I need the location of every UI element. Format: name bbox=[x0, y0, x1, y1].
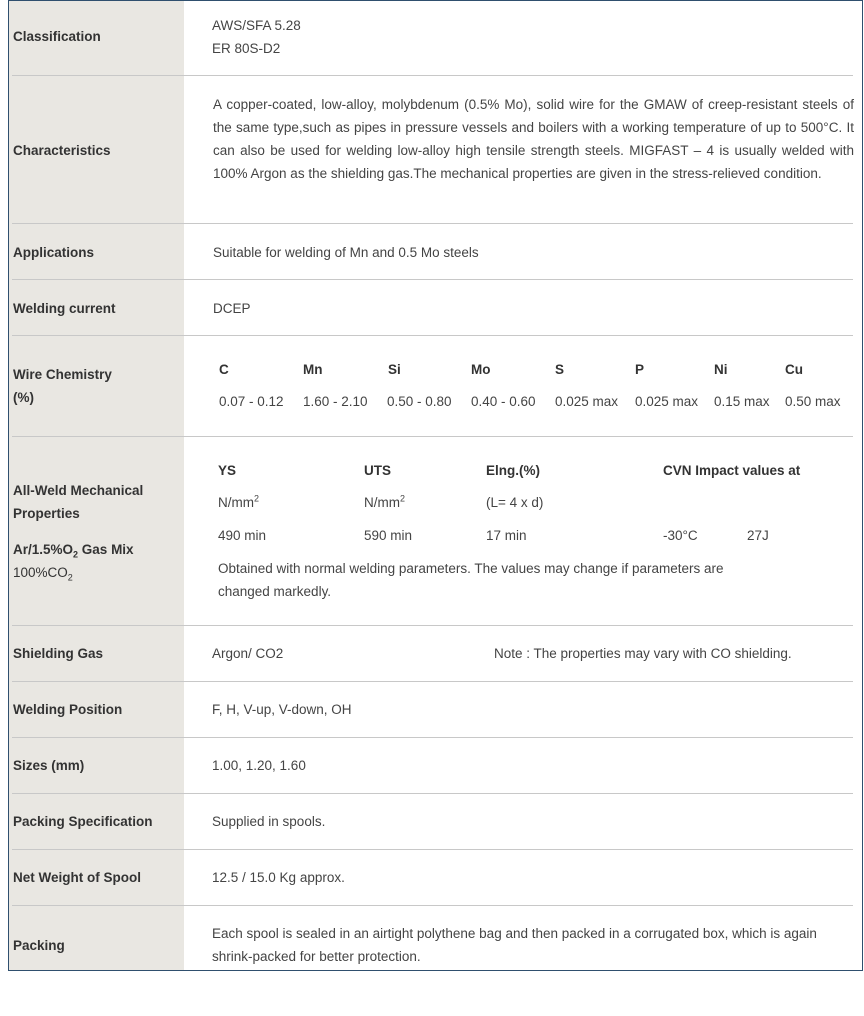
element-value: 0.40 - 0.60 bbox=[471, 394, 536, 409]
uts-unit: $N/mm^2$ bbox=[364, 493, 406, 510]
uts-header: UTS bbox=[364, 463, 391, 478]
row-label: Welding current bbox=[13, 301, 116, 316]
element-symbol: C bbox=[219, 362, 229, 377]
uts-value: 590 min bbox=[364, 528, 413, 543]
applications-text: Suitable for welding of Mn and 0.5 Mo steels bbox=[213, 245, 479, 260]
classification-grade: ER 80S-D2 bbox=[212, 41, 281, 56]
row-divider bbox=[12, 279, 853, 280]
element-value: 1.60 - 2.10 bbox=[303, 394, 368, 409]
element-value: 0.15 max bbox=[714, 394, 770, 409]
row-label: Net Weight of Spool bbox=[13, 870, 141, 885]
element-value: 0.50 - 0.80 bbox=[387, 394, 452, 409]
element-value: 0.07 - 0.12 bbox=[219, 394, 284, 409]
element-symbol: Mn bbox=[303, 362, 323, 377]
element-symbol: Ni bbox=[714, 362, 728, 377]
element-value: 0.025 max bbox=[635, 394, 699, 409]
element-symbol: Si bbox=[388, 362, 401, 377]
elongation-unit: (L= 4 x d) bbox=[486, 495, 544, 510]
gas-mix-label: $Ar/1.5\%O_2$ Gas Mix bbox=[13, 542, 134, 560]
row-label: Shielding Gas bbox=[13, 646, 104, 661]
cvn-temperature: -30°C bbox=[663, 528, 698, 543]
row-divider bbox=[12, 905, 853, 906]
row-label: Wire Chemistry bbox=[13, 367, 112, 382]
row-divider bbox=[12, 335, 853, 336]
element-symbol: P bbox=[635, 362, 645, 377]
element-value: 0.50 max bbox=[785, 394, 841, 409]
classification-standard: AWS/SFA 5.28 bbox=[212, 18, 301, 33]
row-label: Properties bbox=[13, 506, 80, 521]
co2-label: $100\%CO_2$ bbox=[13, 565, 73, 583]
packing-text: Each spool is sealed in an airtight polythene bag and then packed in a corrugated box, which is again shrink-packed for better protection. bbox=[212, 926, 817, 964]
row-label: Packing bbox=[13, 938, 65, 953]
elongation-value: 17 min bbox=[486, 528, 527, 543]
shielding-gas-note: Note : The properties may vary with CO shielding. bbox=[494, 646, 792, 661]
row-divider bbox=[12, 681, 853, 682]
ys-header: YS bbox=[218, 463, 237, 478]
packing-specification-text: Supplied in spools. bbox=[212, 814, 326, 829]
cvn-value: 27J bbox=[747, 528, 769, 543]
elongation-header: Elng.(%) bbox=[486, 463, 540, 478]
ys-value: 490 min bbox=[218, 528, 267, 543]
row-label: Characteristics bbox=[13, 143, 111, 158]
row-label: Welding Position bbox=[13, 702, 123, 717]
row-divider bbox=[12, 75, 853, 76]
net-weight-text: 12.5 / 15.0 Kg approx. bbox=[212, 870, 345, 885]
row-divider bbox=[12, 737, 853, 738]
element-symbol: Mo bbox=[471, 362, 491, 377]
row-label-unit: (%) bbox=[13, 390, 34, 405]
row-divider bbox=[12, 223, 853, 224]
row-label: Sizes (mm) bbox=[13, 758, 85, 773]
row-label: Packing Specification bbox=[13, 814, 153, 829]
row-divider bbox=[12, 793, 853, 794]
mechanical-note: Obtained with normal welding parameters. The values may change if parameters are changed markedly. bbox=[218, 561, 724, 599]
element-symbol: S bbox=[555, 362, 565, 377]
sizes-text: 1.00, 1.20, 1.60 bbox=[212, 758, 306, 773]
row-divider bbox=[12, 849, 853, 850]
row-label: All-Weld Mechanical bbox=[13, 483, 144, 498]
ys-unit: $N/mm^2$ bbox=[218, 493, 260, 510]
row-label: Applications bbox=[13, 245, 95, 260]
welding-current-text: DCEP bbox=[213, 301, 251, 316]
welding-position-text: F, H, V-up, V-down, OH bbox=[212, 702, 352, 717]
element-value: 0.025 max bbox=[555, 394, 619, 409]
shielding-gas-text: Argon/ CO2 bbox=[212, 646, 284, 661]
row-label: Classification bbox=[13, 29, 101, 44]
element-symbol: Cu bbox=[785, 362, 803, 377]
characteristics-text: A copper-coated, low-alloy, molybdenum (0.5% Mo), solid wire for the GMAW of creep-resistant steels of the same type,such as pipes in pressure vessels and boilers with a working temperature of up to 500°C. It can also be used for welding low-alloy high tensile strength steels. MIGFAST – 4 is usually welded with 100% Argon as the shielding gas.The mechanical properties are given in the stress-relieved condition. bbox=[213, 97, 854, 181]
row-divider bbox=[12, 625, 853, 626]
cvn-header: CVN Impact values at bbox=[663, 463, 801, 478]
row-divider bbox=[12, 436, 853, 437]
